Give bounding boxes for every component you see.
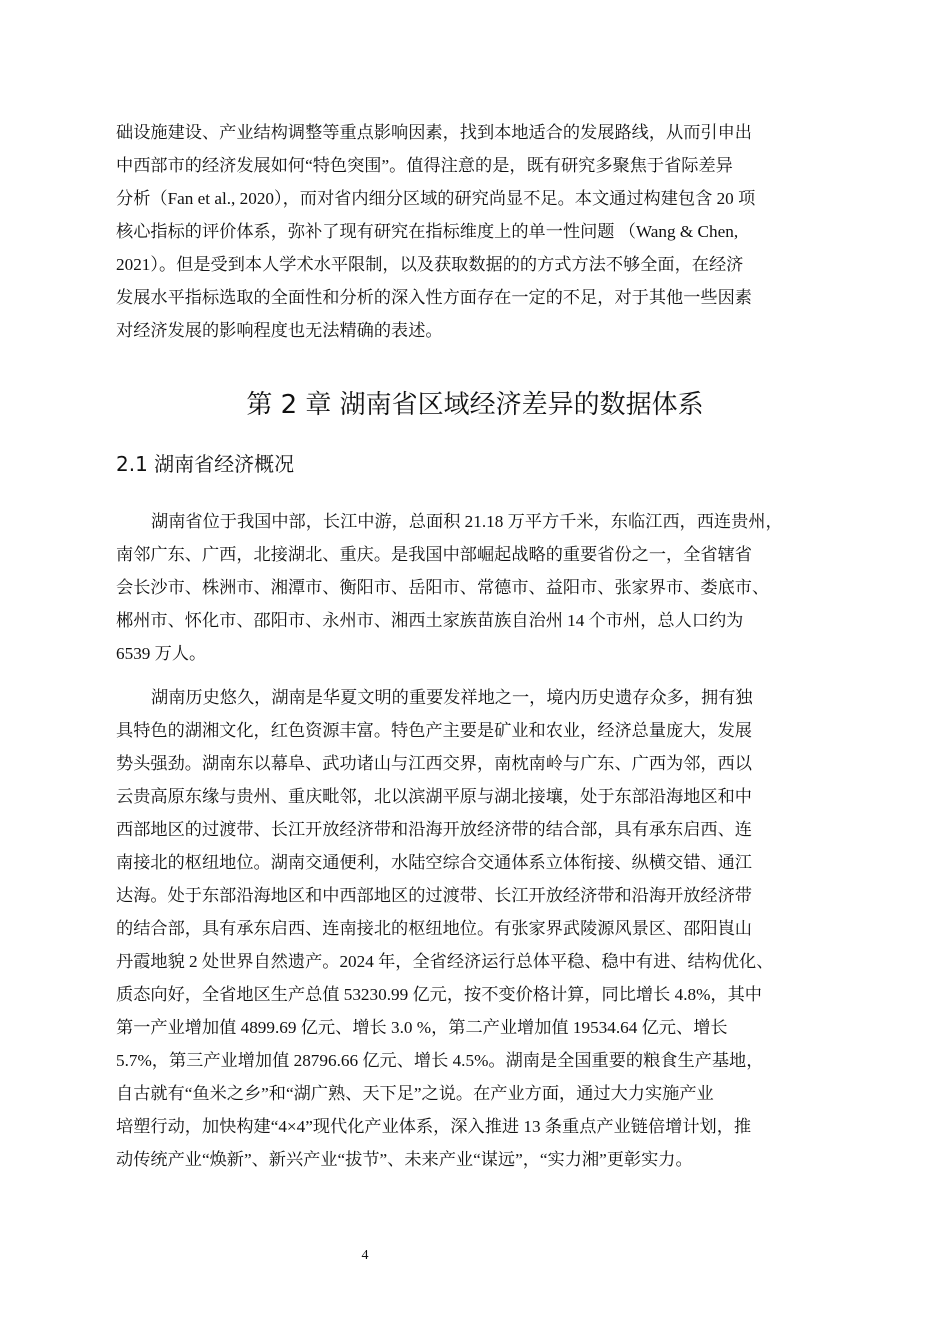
- text-line: 会长沙市、株洲市、湘潭市、衡阳市、岳阳市、常德市、益阳市、张家界市、娄底市、: [116, 578, 770, 597]
- text-line: 势头强劲。湖南东以幕阜、武功诸山与江西交界，南枕南岭与广东、广西为邻，西以: [116, 754, 752, 773]
- text-line: 云贵高原东缘与贵州、重庆毗邻，北以滨湖平原与湖北接壤，处于东部沿海地区和中: [116, 787, 752, 806]
- text-line: 中西部市的经济发展如何“特色突围”。值得注意的是，既有研究多聚焦于省际差异: [116, 156, 733, 175]
- text-line: 第一产业增加值 4899.69 亿元、增长 3.0 %，第二产业增加值 19534.64 亿元、增长: [116, 1018, 728, 1037]
- text-line: 6539 万人。: [116, 644, 207, 663]
- text-line: 南接北的枢纽地位。湖南交通便利，水陆空综合交通体系立体衔接、纵横交错、通江: [116, 853, 752, 872]
- text-line: 西部地区的过渡带、长江开放经济带和沿海开放经济带的结合部，具有承东启西、连: [116, 820, 752, 839]
- text-line: 湖南省位于我国中部，长江中游，总面积 21.18 万平方千米，东临江西，西连贵州，: [151, 512, 783, 531]
- text-line: 南邻广东、广西，北接湖北、重庆。是我国中部崛起战略的重要省份之一，全省辖省: [116, 545, 752, 564]
- text-line: 质态向好，全省地区生产总值 53230.99 亿元，按不变价格计算，同比增长 4.8%，其中: [116, 985, 762, 1004]
- text-line: 发展水平指标选取的全面性和分析的深入性方面存在一定的不足，对于其他一些因素: [116, 288, 752, 307]
- text-line: 核心指标的评价体系，弥补了现有研究在指标维度上的单一性问题 （Wang & Chen,: [116, 222, 739, 241]
- page-number: 4: [361, 1248, 369, 1263]
- text-line: 郴州市、怀化市、邵阳市、永州市、湘西土家族苗族自治州 14 个市州，总人口约为: [116, 611, 744, 630]
- text-line: 对经济发展的影响程度也无法精确的表述。: [116, 321, 443, 340]
- section-title: 2.1 湖南省经济概况: [116, 452, 295, 476]
- text-line: 5.7%，第三产业增加值 28796.66 亿元、增长 4.5%。湖南是全国重要的粮食生产基地，: [116, 1051, 764, 1070]
- text-line: 分析（Fan et al., 2020），而对省内细分区域的研究尚显不足。本文通过构建包含 20 项: [116, 189, 756, 208]
- text-line: 自古就有“鱼米之乡”和“湖广熟、天下足”之说。在产业方面，通过大力实施产业: [116, 1084, 714, 1103]
- text-line: 础设施建设、产业结构调整等重点影响因素，找到本地适合的发展路线，从而引申出: [116, 123, 752, 142]
- text-line: 丹霞地貌 2 处世界自然遗产。2024 年，全省经济运行总体平稳、稳中有进、结构优化、: [116, 952, 774, 971]
- text-line: 培塑行动，加快构建“4×4”现代化产业体系，深入推进 13 条重点产业链倍增计划，推: [116, 1117, 752, 1136]
- text-line: 2021）。但是受到本人学术水平限制，以及获取数据的的方式方法不够全面，在经济: [116, 255, 744, 274]
- text-line: 动传统产业“焕新”、新兴产业“拔节”、未来产业“谋远”，“实力湘”更彰实力。: [116, 1150, 693, 1169]
- chapter-title: 第 2 章 湖南省区域经济差异的数据体系: [246, 390, 704, 420]
- text-line: 达海。处于东部沿海地区和中西部地区的过渡带、长江开放经济带和沿海开放经济带: [116, 886, 752, 905]
- text-line: 湖南历史悠久，湖南是华夏文明的重要发祥地之一，境内历史遗存众多，拥有独: [151, 688, 753, 707]
- text-line: 的结合部，具有承东启西、连南接北的枢纽地位。有张家界武陵源风景区、邵阳崀山: [116, 919, 752, 938]
- text-line: 具特色的湖湘文化，红色资源丰富。特色产主要是矿业和农业，经济总量庞大，发展: [116, 721, 752, 740]
